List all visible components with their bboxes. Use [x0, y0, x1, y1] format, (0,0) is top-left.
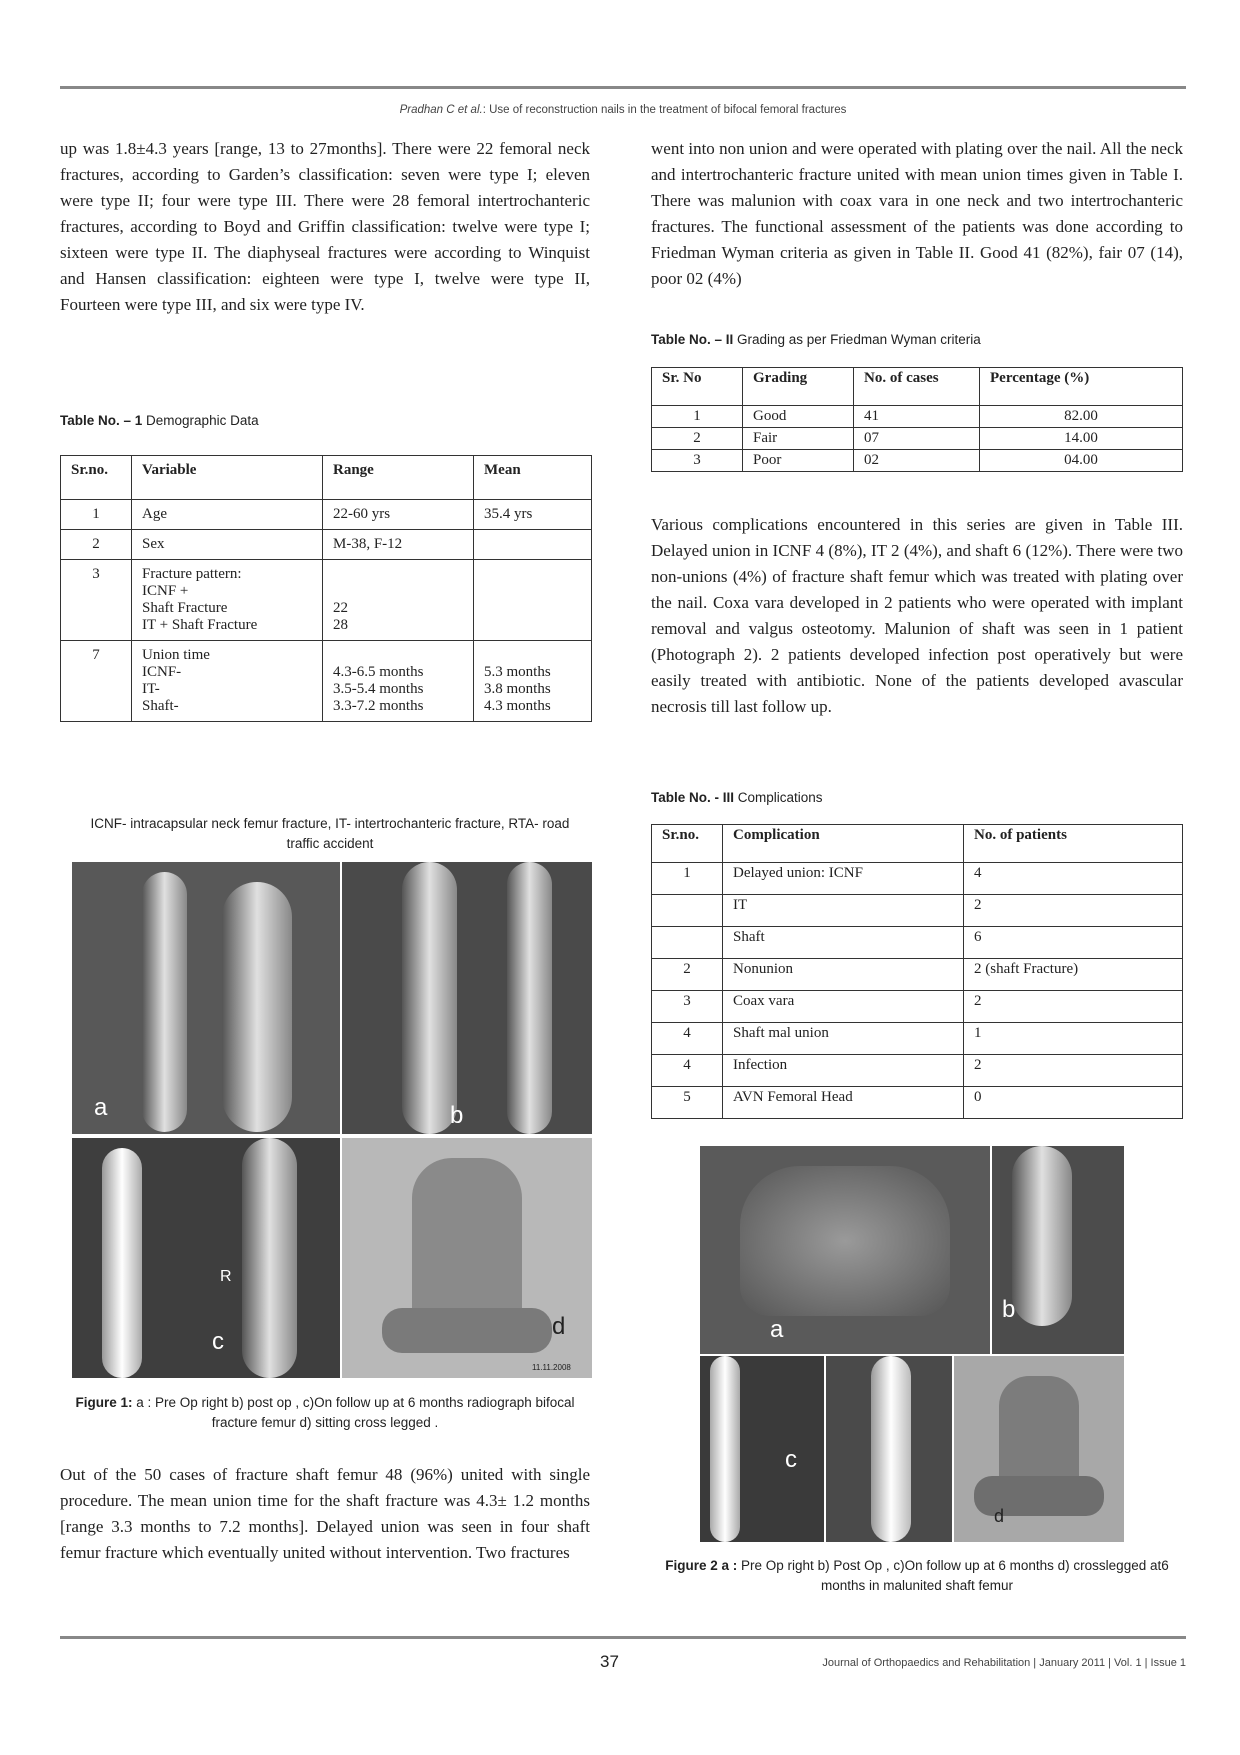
table2-cell: Fair: [743, 428, 854, 450]
header-title: : Use of reconstruction nails in the treatment of bifocal femoral fractures: [482, 104, 847, 116]
table2-header: No. of cases: [854, 368, 980, 406]
femur-shape: [507, 862, 552, 1134]
table3-cell: IT: [723, 895, 964, 927]
right-paragraph-1: went into non union and were operated with plating over the nail. All the neck and intertrochanteric fracture united with mean union times given in Table I. There was malunion with coax vara in one neck and two intertrochanteric fractures. The functional assessment of the patients was done according to Friedman Wyman criteria as given in Table II. Good 41 (82%), fair 07 (14), poor 02 (4%): [651, 139, 1183, 288]
figure2-label-c: c: [785, 1446, 797, 1473]
table-row: [652, 1023, 1183, 1055]
table3-header: No. of patients: [964, 825, 1183, 863]
table1-caption-label: Table No. – 1: [60, 413, 143, 428]
table1-header: Sr.no.: [61, 456, 132, 500]
figure2-label-b: b: [1002, 1296, 1016, 1323]
figure1-caption-label: Figure 1:: [75, 1395, 133, 1410]
table3-cell: 5: [652, 1087, 723, 1119]
figure1-panel-c: [72, 1138, 340, 1378]
table2-cell: 1: [652, 406, 743, 428]
table-row: [652, 927, 1183, 959]
figure1-label-d: d: [552, 1313, 566, 1340]
table2-cell: 04.00: [980, 450, 1183, 472]
table1-cell: M-38, F-12: [323, 530, 474, 560]
table1-cell: 3: [61, 560, 132, 641]
table1-cell: 5.3 months 3.8 months 4.3 months: [474, 641, 592, 722]
table3-cell: 1: [652, 863, 723, 895]
figure1-panel-d: [342, 1138, 592, 1378]
table-row: [61, 530, 592, 560]
legs-shape: [382, 1308, 552, 1353]
table-row: [652, 895, 1183, 927]
table3-cell: Nonunion: [723, 959, 964, 991]
table1-cell: 4.3-6.5 months 3.5-5.4 months 3.3-7.2 months: [323, 641, 474, 722]
table1-header: Mean: [474, 456, 592, 500]
table1-cell: Fracture pattern: ICNF + Shaft Fracture IT + Shaft Fracture: [132, 560, 323, 641]
table3-cell: [652, 895, 723, 927]
table1-cell: 35.4 yrs: [474, 500, 592, 530]
table2-caption: [651, 332, 981, 347]
table2-cell: 14.00: [980, 428, 1183, 450]
figure2-caption-text: Pre Op right b) Post Op , c)On follow up at 6 months d) crosslegged at6 months in malunited shaft femur: [737, 1558, 1169, 1593]
table1-header: Range: [323, 456, 474, 500]
table3-complications: [651, 824, 1183, 1119]
table2-cell: 07: [854, 428, 980, 450]
figure1-stamp: 11.11.2008: [532, 1363, 571, 1372]
table3-cell: 2 (shaft Fracture): [964, 959, 1183, 991]
table2-cell: 02: [854, 450, 980, 472]
figure2-label-d: d: [994, 1506, 1005, 1526]
table3-cell: Coax vara: [723, 991, 964, 1023]
table1-cell: 22 28: [323, 560, 474, 641]
table3-cell: 4: [964, 863, 1183, 895]
femur-shape: [242, 1138, 297, 1378]
table-row: [652, 863, 1183, 895]
table-row: [652, 991, 1183, 1023]
table3-cell: 2: [964, 991, 1183, 1023]
femur-shape: [402, 862, 457, 1134]
table1-cell: [474, 560, 592, 641]
table3-cell: 1: [964, 1023, 1183, 1055]
right-paragraph-2: Various complications encountered in this series are given in Table III. Delayed union in ICNF 4 (8%), IT 2 (4%), and shaft 6 (12%). There were two non-unions (4%) of fracture shaft femur which was treated with plating over the nail. Coxa vara developed in 2 patients who were operated with implant removal and valgus osteotomy. Malunion of shaft was seen in 1 patient (Photograph 2). 2 patients developed infection post operatively but were easily treated with antibiotic. None of the patients developed avascular necrosis till last follow up.: [651, 515, 1183, 716]
left-paragraph-1: up was 1.8±4.3 years [range, 13 to 27months]. There were 22 femoral neck fractures, according to Garden’s classification: seven were type I; eleven were type II; four were type III. There were 28 femoral intertrochanteric fractures, according to Boyd and Griffin classification: twelve were type I; sixteen were type II. The diaphyseal fractures were according to Winquist and Hansen classification: eighteen were type I, twelve were type II, Fourteen were type III, and six were type IV.: [60, 139, 590, 314]
table3-caption-label: Table No. - III: [651, 790, 735, 805]
table2-caption-text: Grading as per Friedman Wyman criteria: [733, 332, 981, 347]
table3-cell: 3: [652, 991, 723, 1023]
table2-header: Percentage (%): [980, 368, 1183, 406]
figure1-label-b: b: [450, 1102, 464, 1129]
table1-cell: Age: [132, 500, 323, 530]
table3-caption-text: Complications: [734, 790, 823, 805]
page-number: 37: [600, 1652, 619, 1671]
table3-caption: [651, 790, 823, 805]
table3-cell: Shaft: [723, 927, 964, 959]
pelvis-shape: [740, 1166, 950, 1316]
header-rule: [60, 86, 1186, 89]
figure1-label-c: c: [212, 1328, 224, 1355]
table1-cell: Sex: [132, 530, 323, 560]
figure2-panel-c-xray: [826, 1356, 952, 1542]
table2-cell: 3: [652, 450, 743, 472]
table3-cell: Shaft mal union: [723, 1023, 964, 1055]
figure2-panel-a: [700, 1146, 990, 1354]
table-row: [61, 641, 592, 722]
table1-footnote: ICNF- intracapsular neck femur fracture, IT- intertrochanteric fracture, RTA- road traffic accident: [90, 816, 570, 851]
figure1-marker-r: R: [220, 1268, 232, 1285]
table1-cell: 22-60 yrs: [323, 500, 474, 530]
journal-footer: Journal of Orthopaedics and Rehabilitation | January 2011 | Vol. 1 | Issue 1: [822, 1657, 1186, 1669]
table-row: [652, 1055, 1183, 1087]
table3-cell: Delayed union: ICNF: [723, 863, 964, 895]
table3-cell: 2: [964, 1055, 1183, 1087]
figure1-panel-a: [72, 862, 340, 1134]
table3-cell: [652, 927, 723, 959]
left-paragraph-2: Out of the 50 cases of fracture shaft femur 48 (96%) united with single procedure. The mean union time for the shaft fracture was 4.3± 1.2 months [range 3.3 months to 7.2 months]. Delayed union was seen in four shaft femur fracture which eventually united without intervention. Two fractures: [60, 1465, 590, 1562]
table1-demographic: [60, 455, 592, 722]
figure2-panel-b: [992, 1146, 1124, 1354]
table2-header: Sr. No: [652, 368, 743, 406]
header-authors: Pradhan C et al.: [399, 104, 483, 116]
table3-cell: 4: [652, 1023, 723, 1055]
table-row: [652, 1087, 1183, 1119]
figure1: [72, 862, 592, 1382]
table2-cell: 82.00: [980, 406, 1183, 428]
table-row: [652, 428, 1183, 450]
femur-shape: [142, 872, 187, 1132]
table3-cell: Infection: [723, 1055, 964, 1087]
table3-cell: 0: [964, 1087, 1183, 1119]
table-row: [61, 560, 592, 641]
table1-cell: 2: [61, 530, 132, 560]
table-row: [61, 500, 592, 530]
table2-cell: Good: [743, 406, 854, 428]
table3-cell: 4: [652, 1055, 723, 1087]
figure1-caption: [60, 1393, 590, 1433]
table-row: [652, 450, 1183, 472]
figure1-label-a: a: [94, 1094, 108, 1121]
table1-header: Variable: [132, 456, 323, 500]
table2-cell: 2: [652, 428, 743, 450]
figure2-caption-label: Figure 2 a :: [665, 1558, 738, 1573]
figure2-panel-c: [700, 1356, 824, 1542]
table3-cell: 2: [964, 895, 1183, 927]
table3-cell: AVN Femoral Head: [723, 1087, 964, 1119]
figure2-panel-d: [954, 1356, 1124, 1542]
femur-shape: [222, 882, 292, 1132]
table3-cell: 2: [652, 959, 723, 991]
table-row: [652, 406, 1183, 428]
table2-cell: Poor: [743, 450, 854, 472]
figure2-label-a: a: [770, 1316, 784, 1343]
nail-shape: [710, 1356, 740, 1542]
table2-grading: [651, 367, 1183, 472]
table2-caption-label: Table No. – II: [651, 332, 734, 347]
table1-caption-text: Demographic Data: [142, 413, 259, 428]
table3-cell: 6: [964, 927, 1183, 959]
table2-header: Grading: [743, 368, 854, 406]
table1-caption: [60, 413, 259, 428]
nail-shape: [871, 1356, 911, 1542]
table-row: [652, 959, 1183, 991]
figure1-caption-text: a : Pre Op right b) post op , c)On follow up at 6 months radiograph bifocal fracture femur d) sitting cross legged .: [132, 1395, 575, 1430]
table1-cell: 7: [61, 641, 132, 722]
figure2: [700, 1146, 1124, 1542]
table2-cell: 41: [854, 406, 980, 428]
table3-header: Complication: [723, 825, 964, 863]
patient-shape: [412, 1158, 522, 1328]
table1-cell: Union time ICNF- IT- Shaft-: [132, 641, 323, 722]
footer-rule: [60, 1636, 1186, 1639]
table1-cell: [474, 530, 592, 560]
table3-header: Sr.no.: [652, 825, 723, 863]
nail-shape: [102, 1148, 142, 1378]
figure1-panel-b: [342, 862, 592, 1134]
figure2-caption: [651, 1556, 1183, 1596]
running-header: [60, 104, 1186, 116]
table1-cell: 1: [61, 500, 132, 530]
femur-shape: [1012, 1146, 1072, 1326]
